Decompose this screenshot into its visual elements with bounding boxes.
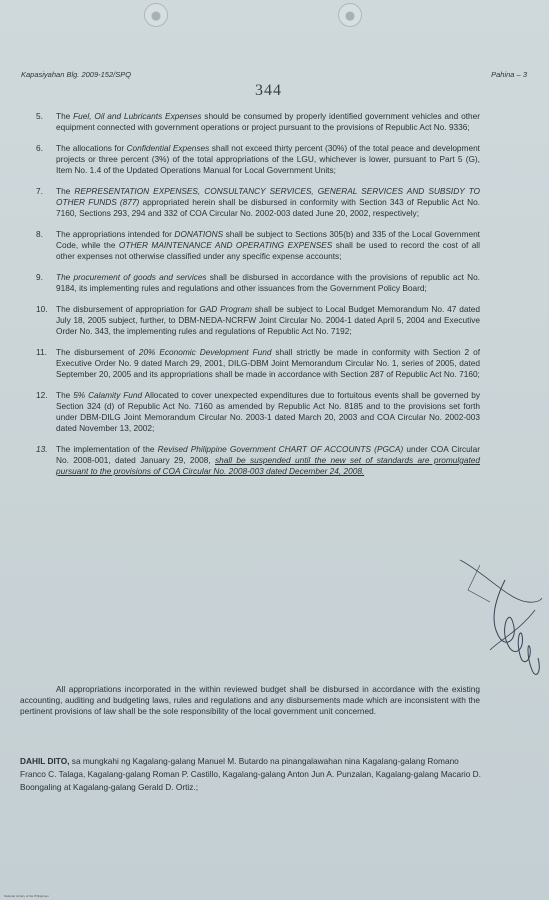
- item-text: The appropriations intended for DONATIONS shall be subject to Sections 305(b) and 335 of the Local Government Code, while the OTHER MAINTENANCE AND OPERATING EXPENSES shall be used to record the cost of all other expenses not otherwise classified under any specific expense accounts;: [56, 229, 480, 261]
- handwritten-signature-icon: [450, 540, 545, 700]
- item-number: 12.: [36, 390, 48, 400]
- item-number: 9.: [36, 272, 43, 282]
- item-number: 11.: [36, 347, 47, 357]
- resolution-text: sa mungkahi ng Kagalang-galang Manuel M. Butardo na pinangalawahan nina Kagalang-galang Romano Franco C. Talaga, Kagalang-galang Roman P. Castillo, Kagalang-galang Anton Jun A. Punzalan, Kagalang-galang Macario D. Boongaling at Kagalang-galang Gerald D. Ortiz.;: [20, 756, 481, 792]
- item-number: 13.: [36, 444, 48, 454]
- punch-hole-right: [338, 3, 362, 27]
- item-text: The procurement of goods and services shall be disbursed in accordance with the provisions of republic act No. 9184, its implementing rules and regulations and other issuances from the Government Policy Board;: [56, 272, 480, 293]
- item-number: 10.: [36, 304, 48, 314]
- provisions-list: [36, 111, 480, 487]
- list-item: [36, 390, 480, 434]
- footer-library-stamp: National Library of the Philippines: [4, 894, 49, 898]
- item-text: The implementation of the Revised Philippine Government CHART OF ACCOUNTS (PGCA) under COA Circular No. 2008-001, dated January 29, 2008, shall be suspended until the new set of standards are promulgated pursuant to the provisions of COA Circular No. 2008-003 dated December 24, 2008.: [56, 444, 481, 476]
- item-text: The Fuel, Oil and Lubricants Expenses should be consumed by properly identified government vehicles and other equipment connected with government operations or project pursuant to the provisions of Republic Act No. 9336;: [56, 111, 480, 132]
- list-item: [36, 111, 480, 133]
- item-text: The disbursement of appropriation for GAD Program shall be subject to Local Budget Memorandum No. 47 dated July 18, 2005 subject, further, to DBM-NEDA-NCRFW Joint Circular No. 2004-1 dated April 5, 2004 and Executive Order No. 343, the implementing rules and regulations of Republic Act No. 7192;: [56, 304, 480, 336]
- resolution-number: Kapasiyahan Blg. 2009-152/SPQ: [21, 70, 132, 79]
- item-text: The disbursement of 20% Economic Development Fund shall strictly be made in conformity with Section 2 of Executive Order No. 9 dated March 29, 2001, DILG-DBM Joint Memorandum Circular No. 1, series of 2005, dated September 20, 2005 and its appropriations shall be made in accordance with Section 287 of Republic Act No. 7160;: [56, 347, 481, 379]
- item-text: The 5% Calamity Fund Allocated to cover unexpected expenditures due to fortuitous events shall be governed by Section 324 (d) of Republic Act No. 7160 as amended by Republic Act No. 8185 and to the provisions set forth under DBM-DILG Joint Memorandum Circular No. 2003-1 dated March 20, 2003 and COA Circular No. 2002-003 dated November 13, 2002;: [56, 390, 480, 433]
- page-label: Pahina – 3: [491, 70, 527, 79]
- closing-paragraph: All appropriations incorporated in the within reviewed budget shall be disbursed in accordance with the existing accounting, auditing and budgeting laws, rules and regulations and any disbursements made which are inconsistent with the pertinent provisions of law shall be the sole responsibility of the local government unit concerned.: [20, 684, 480, 716]
- list-item: [36, 186, 480, 219]
- punch-hole-left: [144, 3, 168, 27]
- list-item: [36, 229, 480, 262]
- list-item: [36, 304, 480, 337]
- item-text: The REPRESENTATION EXPENSES, CONSULTANCY SERVICES, GENERAL SERVICES AND SUBSIDY TO OTHER FUNDS (877) appropriated herein shall be disbursed in conformity with Section 343 of Republic Act No. 7160, Sections 293, 294 and 332 of COA Circular No. 2002-003 dated June 20, 2002, respectively;: [56, 186, 480, 218]
- item-number: 7.: [36, 186, 43, 196]
- list-item: [36, 272, 480, 294]
- list-item: [36, 444, 480, 477]
- item-number: 8.: [36, 229, 43, 239]
- item-text: The allocations for Confidential Expenses shall not exceed thirty percent (30%) of the total peace and development projects or three percent (3%) of the total appropriations of the LGU, whichever is lower, pursuant to Part 5 (G), Item No. 1.4 of the Updated Operations Manual for Local Government Units;: [56, 143, 480, 175]
- item-number: 5.: [36, 111, 43, 121]
- resolution-lead: DAHIL DITO,: [20, 756, 70, 766]
- handwritten-page-number: 344: [255, 82, 282, 99]
- item-number: 6.: [36, 143, 43, 153]
- list-item: [36, 143, 480, 176]
- list-item: [36, 347, 480, 380]
- resolution-paragraph: [20, 755, 482, 794]
